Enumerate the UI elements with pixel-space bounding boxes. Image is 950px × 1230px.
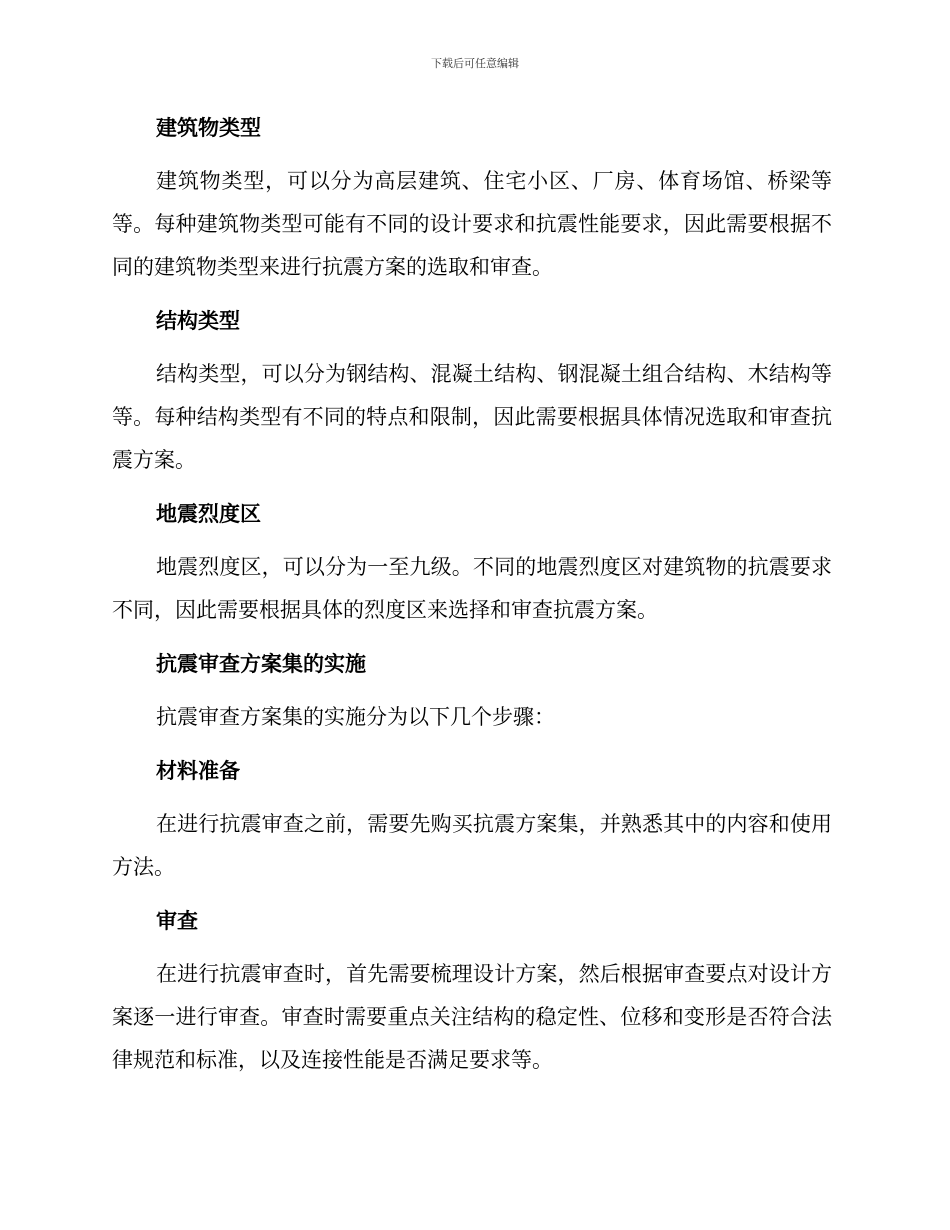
- page-header: 下载后可任意编辑: [431, 57, 519, 70]
- section-heading-implementation: 抗震审查方案集的实施: [156, 652, 366, 676]
- document-body: [112, 108, 832, 1094]
- paragraph-structure-type: 结构类型，可以分为钢结构、混凝土结构、钢混凝土组合结构、木结构等等。每种结构类型有不同的特点和限制，因此需要根据具体情况选取和审查抗震方案。: [112, 362, 832, 472]
- paragraph-review: 在进行抗震审查时，首先需要梳理设计方案，然后根据审查要点对设计方案逐一进行审查。审查时需要重点关注结构的稳定性、位移和变形是否符合法律规范和标准，以及连接性能是否满足要求等。: [112, 962, 832, 1072]
- section-heading-building-type: 建筑物类型: [156, 116, 261, 140]
- section-heading-material-prep: 材料准备: [156, 759, 240, 783]
- paragraph-implementation: 抗震审查方案集的实施分为以下几个步骤：: [156, 705, 555, 729]
- paragraph-building-type: 建筑物类型，可以分为高层建筑、住宅小区、厂房、体育场馆、桥梁等等。每种建筑物类型可能有不同的设计要求和抗震性能要求，因此需要根据不同的建筑物类型来进行抗震方案的选取和审查。: [112, 169, 832, 279]
- section-heading-review: 审查: [156, 909, 198, 933]
- paragraph-seismic-zone: 地震烈度区，可以分为一至九级。不同的地震烈度区对建筑物的抗震要求不同，因此需要根据具体的烈度区来选择和审查抗震方案。: [112, 555, 832, 622]
- paragraph-material-prep: 在进行抗震审查之前，需要先购买抗震方案集，并熟悉其中的内容和使用方法。: [112, 812, 832, 879]
- section-heading-seismic-zone: 地震烈度区: [156, 502, 261, 526]
- section-heading-structure-type: 结构类型: [156, 309, 240, 333]
